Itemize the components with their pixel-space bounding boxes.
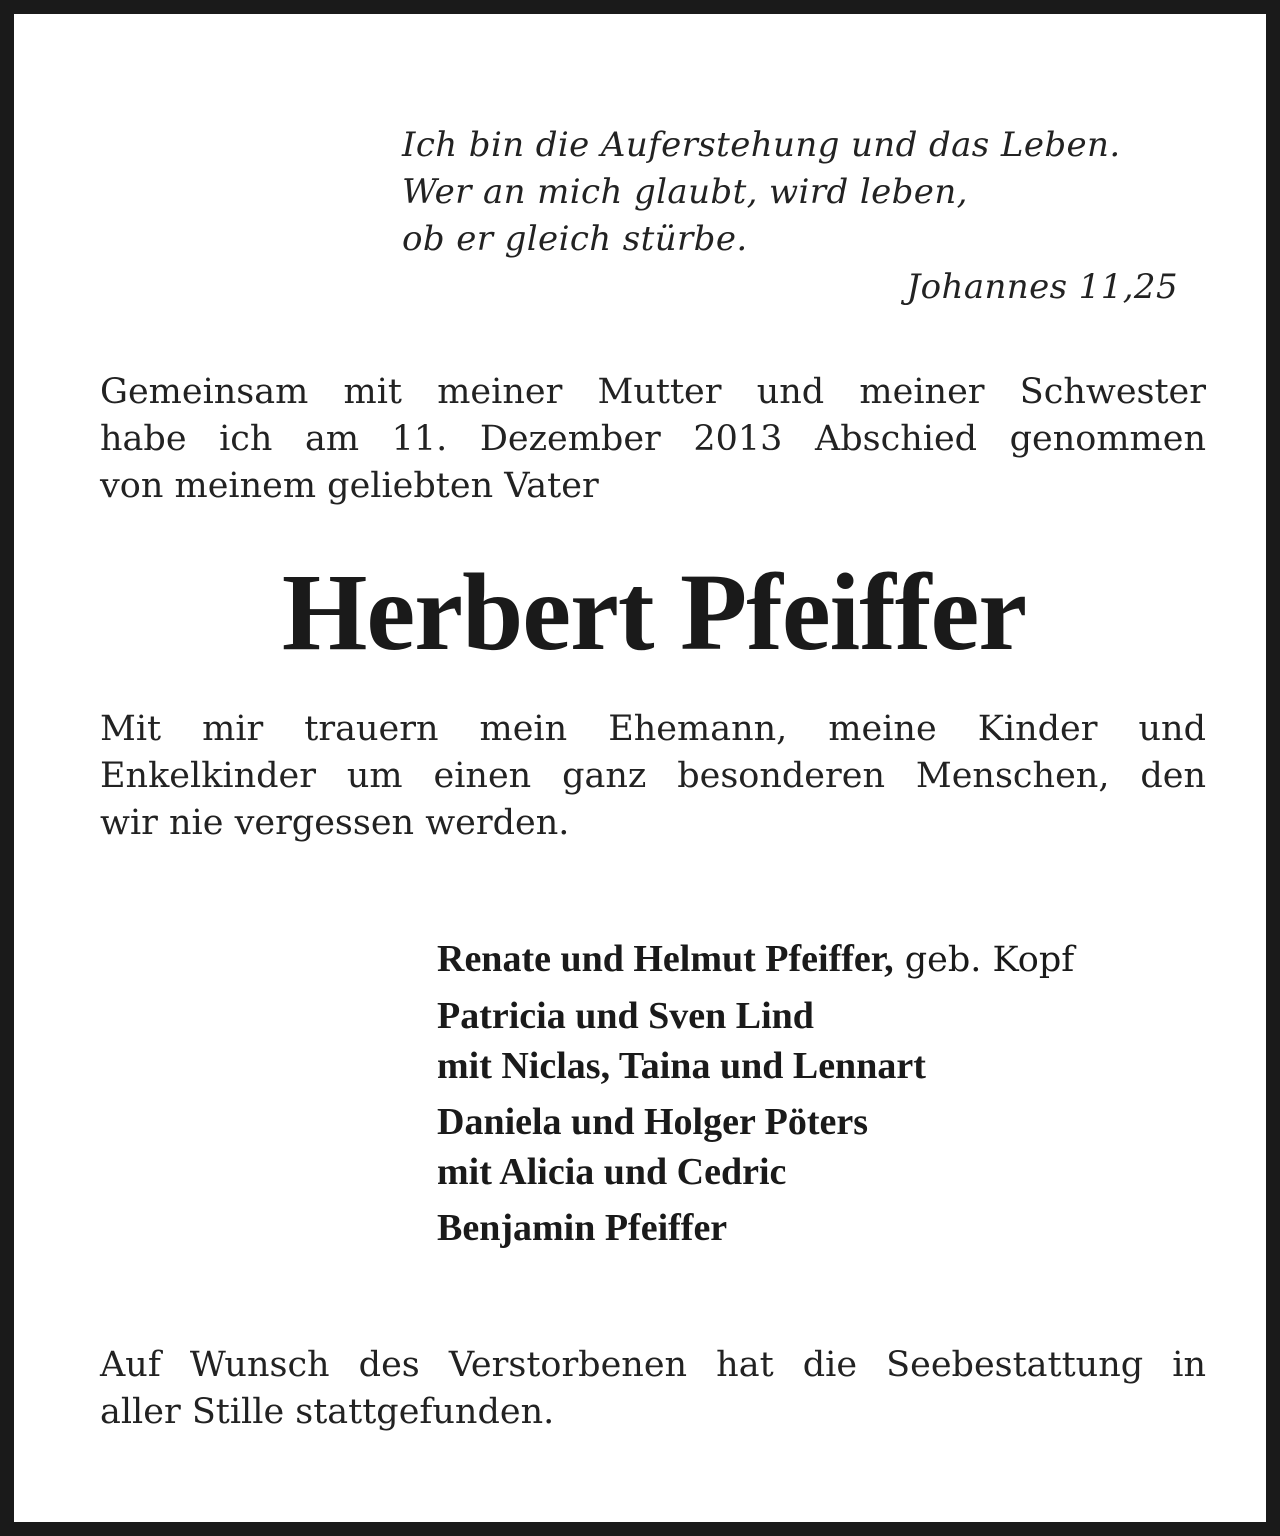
mourner-suffix: geb. Kopf [893,940,1075,980]
intro-paragraph [100,369,1206,510]
mourner-line: Benjamin Pfeiffer [437,1207,728,1249]
mourning-paragraph [100,706,1206,847]
intro-line-3: von meinem geliebten Vater [100,466,599,506]
bible-verse [402,122,1206,263]
intro-line-1: Gemeinsam mit meiner Mutter und meiner Schwester [100,372,1206,412]
mourner-line: mit Alicia und Cedric [437,1151,787,1193]
mourner-group [437,934,1207,985]
mourner-name: Renate und Helmut Pfeiffer, [437,938,894,980]
intro-line-2: habe ich am 11. Dezember 2013 Abschied genommen [100,419,1206,459]
mourner-line: mit Niclas, Taina und Lennart [437,1045,926,1087]
mourner-group [437,1203,1207,1253]
verse-line-2: Wer an mich glaubt, wird leben, [402,172,968,212]
mourner-group [437,991,1207,1091]
verse-reference: Johannes 11,25 [906,267,1178,307]
verse-line-1: Ich bin die Auferstehung und das Leben. [402,125,1121,165]
mourner-line: Patricia und Sven Lind [437,995,814,1037]
mourner-line: Daniela und Holger Pöters [437,1101,869,1143]
closing-line-1: Auf Wunsch des Verstorbenen hat die Seebestattung in [100,1345,1206,1385]
mourners-list [437,934,1207,1259]
mourner-group [437,1097,1207,1197]
deceased-name: Herbert Pfeiffer [281,551,1027,673]
closing-line-2: aller Stille stattgefunden. [100,1392,555,1432]
verse-line-3: ob er gleich stürbe. [402,219,748,259]
mourner-line [437,934,1207,985]
mourning-line-1: Mit mir trauern mein Ehemann, meine Kinder und [100,709,1206,749]
closing-paragraph [100,1342,1206,1436]
mourning-line-2: Enkelkinder um einen ganz besonderen Menschen, den [100,756,1206,796]
mourning-line-3: wir nie vergessen werden. [100,803,570,843]
